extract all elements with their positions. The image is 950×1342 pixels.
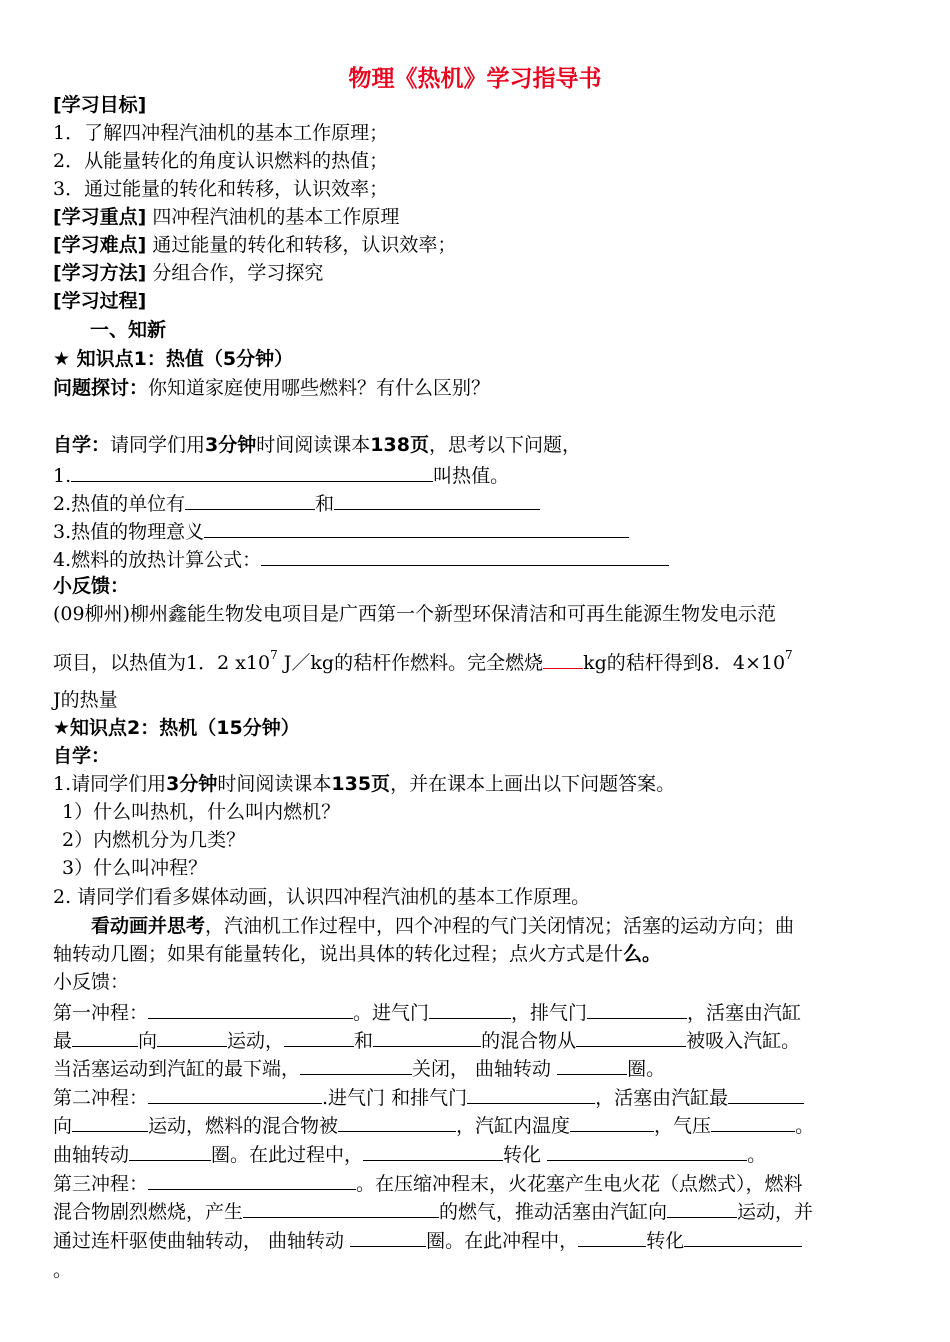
answer-blank[interactable] [148, 1170, 356, 1190]
text: 时间阅读课本 [256, 434, 371, 456]
answer-blank[interactable] [667, 1198, 737, 1218]
text: 和 [354, 1030, 374, 1052]
text: 。在压缩冲程末，火花塞产生电火花（点燃式），燃料 [356, 1173, 803, 1195]
stroke1-line1 [53, 999, 801, 1025]
emphasis-text: 3分钟 [205, 434, 257, 456]
answer-blank[interactable] [467, 1084, 595, 1104]
sub-question: 1）什么叫热机，什么叫内燃机？ [62, 801, 341, 823]
stroke2-line1 [53, 1084, 804, 1110]
text: 转化 [503, 1144, 542, 1166]
section-heading: 一、知新 [90, 319, 167, 341]
text: 曲轴转动 [53, 1144, 130, 1166]
answer-blank[interactable] [243, 1198, 439, 1218]
answer-blank[interactable] [338, 1112, 456, 1132]
text: ，汽缸内温度 [456, 1115, 571, 1137]
text: 混合物剧烈燃烧，产生 [53, 1201, 244, 1223]
kp2-step2: 2. 请同学们看多媒体动画，认识四冲程汽油机的基本工作原理。 [53, 886, 591, 908]
answer-blank[interactable] [587, 999, 687, 1019]
text: 轴转动几圈；如果有能量转化，说出具体的转化过程；点火方式是什 [53, 943, 624, 965]
text: 请同学们用 [110, 434, 206, 456]
answer-blank[interactable] [711, 1112, 795, 1132]
text: 运动， [227, 1030, 285, 1052]
text: 的混合物从 [481, 1030, 577, 1052]
think-line1 [91, 914, 794, 938]
answer-blank[interactable] [129, 1141, 211, 1161]
text: 。 [795, 1115, 815, 1137]
process-heading: [学习过程] [53, 290, 147, 312]
text: ，气压 [654, 1115, 712, 1137]
answer-blank[interactable] [148, 999, 353, 1019]
emphasis-text: 138页 [370, 434, 429, 456]
answer-blank[interactable] [261, 546, 669, 566]
self-study-label: 自学： [53, 434, 111, 456]
kp2-step1-line [53, 772, 675, 796]
answer-blank[interactable] [429, 999, 511, 1019]
answer-blank[interactable] [334, 490, 540, 510]
answer-blank[interactable] [728, 1084, 804, 1104]
sub-question: 3）什么叫冲程？ [62, 857, 208, 879]
answer-blank[interactable] [684, 1227, 802, 1247]
text: 转化 [646, 1230, 685, 1252]
text: ，汽油机工作过程中，四个冲程的气门关闭情况；活塞的运动方向；曲 [205, 915, 795, 937]
text: 4.燃料的放热计算公式： [53, 549, 262, 571]
exponent: 7 [270, 648, 278, 662]
kp2-feedback-label: 小反馈： [53, 971, 130, 993]
kp1-feedback-label: 小反馈： [53, 575, 130, 597]
kp2-self-study-label: 自学： [53, 745, 111, 767]
feedback-text: (09柳州)柳州鑫能生物发电项目是广西第一个新型环保清洁和可再生能源生物发电示范 [53, 603, 777, 625]
answer-blank[interactable] [363, 1141, 503, 1161]
text: J／kg的秸杆作燃料。完全燃烧 [277, 652, 544, 674]
feedback-text-line2 [53, 649, 793, 675]
stroke2-line2 [53, 1112, 814, 1138]
text: 1. [53, 465, 72, 487]
kp1-q4-line [53, 546, 669, 572]
text: 。进气门 [353, 1002, 430, 1024]
key-point-line [53, 205, 399, 229]
text: .进气门 和排气门 [322, 1087, 468, 1109]
sub-question: 2）内燃机分为几类？ [62, 829, 246, 851]
text: ，活塞由汽缸 [687, 1002, 802, 1024]
text: 第二冲程： [53, 1087, 149, 1109]
answer-blank[interactable] [578, 1227, 646, 1247]
emphasis-text: 135页 [331, 773, 391, 795]
text: 。 [747, 1144, 767, 1166]
text: 2.热值的单位有 [53, 493, 186, 515]
difficulty-text: 通过能量的转化和转移，认识效率； [152, 234, 457, 256]
key-point-text: 四冲程汽油机的基本工作原理 [152, 206, 400, 228]
answer-blank[interactable] [148, 1084, 322, 1104]
objectives-heading: [学习目标] [53, 94, 147, 116]
text: 第三冲程： [53, 1173, 149, 1195]
answer-blank[interactable] [547, 1141, 747, 1161]
stroke1-line2 [53, 1027, 800, 1053]
text: 向 [138, 1030, 158, 1052]
answer-blank[interactable] [72, 1112, 148, 1132]
text: 圈。在此冲程中， [426, 1230, 579, 1252]
kp2-title: ★知识点2：热机（15分钟） [53, 717, 300, 739]
key-point-label: [学习重点] [53, 206, 147, 228]
kp1-self-study-line [53, 433, 581, 457]
text: 关闭， 曲轴转动 [412, 1058, 552, 1080]
stroke3-line4: 。 [53, 1259, 73, 1281]
text: 叫热值。 [433, 465, 510, 487]
text: 圈。在此过程中， [211, 1144, 364, 1166]
text: ，并在课本上画出以下问题答案。 [390, 773, 676, 795]
kp1-q1-line [53, 462, 509, 488]
answer-blank[interactable] [373, 1027, 481, 1047]
stroke3-line2 [53, 1198, 813, 1224]
answer-blank[interactable] [350, 1227, 426, 1247]
feedback-text: J的热量 [53, 689, 118, 711]
text: kg的秸杆得到8．4×10 [583, 652, 786, 674]
answer-blank[interactable] [557, 1055, 627, 1075]
answer-blank[interactable] [185, 490, 315, 510]
method-text: 分组合作，学习探究 [152, 262, 324, 284]
answer-blank[interactable] [543, 649, 583, 669]
stroke1-line3 [53, 1055, 665, 1081]
stroke3-line1 [53, 1170, 803, 1196]
text: ，思考以下问题， [428, 434, 581, 456]
text: 最 [53, 1030, 73, 1052]
emphasis-text: 么。 [623, 943, 662, 965]
difficulty-label: [学习难点] [53, 234, 147, 256]
answer-blank[interactable] [570, 1112, 654, 1132]
text: 时间阅读课本 [217, 773, 332, 795]
text: ，排气门 [511, 1002, 588, 1024]
kp1-question-line [53, 376, 490, 400]
answer-blank[interactable] [72, 1027, 138, 1047]
text: ，活塞由汽缸最 [595, 1087, 729, 1109]
answer-blank[interactable] [204, 518, 629, 538]
think-label: 看动画并思考 [91, 915, 206, 937]
method-line [53, 261, 323, 285]
think-line2 [53, 942, 661, 966]
objective-item: 3．通过能量的转化和转移，认识效率； [53, 178, 389, 200]
emphasis-text: 3分钟 [166, 773, 218, 795]
text: 3.热值的物理意义 [53, 521, 205, 543]
text: 当活塞运动到汽缸的最下端， [53, 1058, 301, 1080]
exponent: 7 [785, 648, 793, 662]
text: 通过连杆驱使曲轴转动， 曲轴转动 [53, 1230, 351, 1252]
text: 被吸入汽缸。 [686, 1030, 801, 1052]
text: 和 [315, 493, 335, 515]
kp1-title: ★ 知识点1：热值（5分钟） [53, 348, 294, 370]
text: 向 [53, 1115, 73, 1137]
stroke2-line3 [53, 1141, 766, 1167]
question-text: 你知道家庭使用哪些燃料？有什么区别？ [148, 377, 491, 399]
answer-blank[interactable] [284, 1027, 354, 1047]
kp1-q2-line [53, 490, 540, 516]
text: 运动，燃料的混合物被 [148, 1115, 339, 1137]
text: 圈。 [627, 1058, 666, 1080]
text: 1.请同学们用 [53, 773, 167, 795]
answer-blank[interactable] [71, 462, 433, 482]
question-label: 问题探讨： [53, 377, 149, 399]
text: 项目，以热值为1．2 x10 [53, 652, 271, 674]
text: 第一冲程： [53, 1002, 149, 1024]
kp1-q3-line [53, 518, 629, 544]
method-label: [学习方法] [53, 262, 147, 284]
stroke3-line3 [53, 1227, 802, 1253]
text: 的燃气，推动活塞由汽缸向 [439, 1201, 668, 1223]
objective-item: 1．了解四冲程汽油机的基本工作原理； [53, 122, 389, 144]
answer-blank[interactable] [576, 1027, 686, 1047]
answer-blank[interactable] [300, 1055, 412, 1075]
answer-blank[interactable] [157, 1027, 227, 1047]
page-title: 物理《热机》学习指导书 [348, 66, 602, 92]
text: 运动，并 [737, 1201, 814, 1223]
difficulty-line [53, 233, 456, 257]
objective-item: 2．从能量转化的角度认识燃料的热值； [53, 150, 389, 172]
